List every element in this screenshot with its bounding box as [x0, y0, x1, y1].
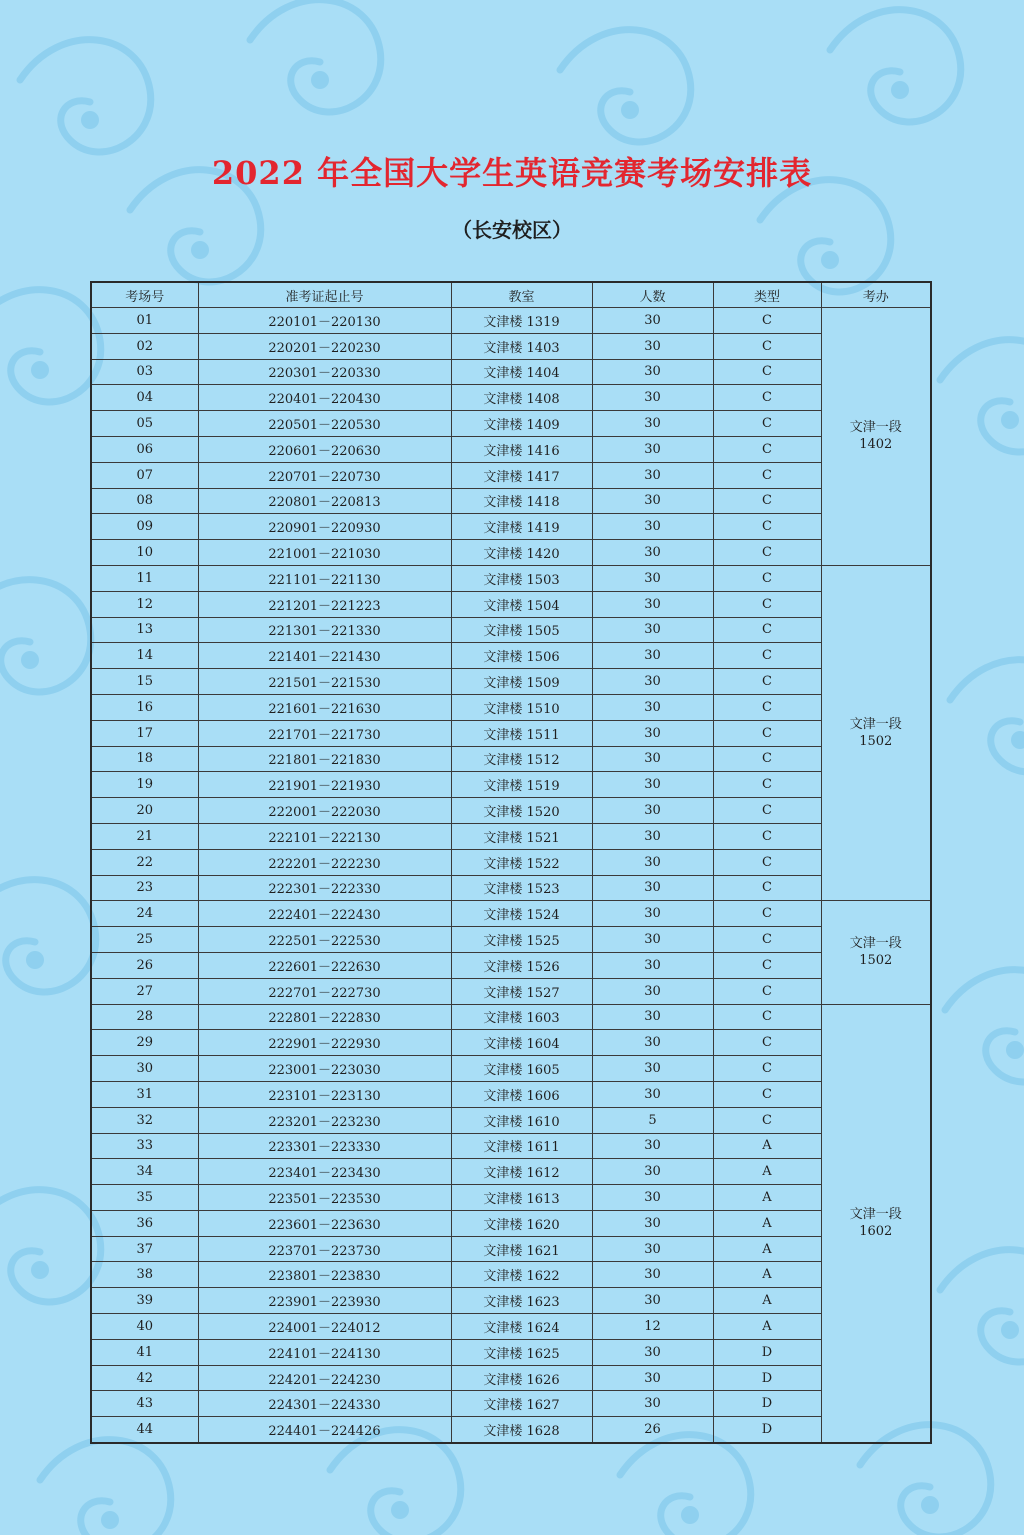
table-row — [91, 694, 931, 720]
header-type: 类型 — [713, 282, 821, 308]
classroom-cell: 文津楼 1510 — [451, 694, 592, 720]
page-title: 2022 年全国大学生英语竞赛考场安排表 — [211, 154, 813, 192]
classroom-cell: 文津楼 1404 — [451, 359, 592, 385]
type-cell: C — [713, 617, 821, 643]
type-cell: C — [713, 540, 821, 566]
table-row — [91, 1133, 931, 1159]
exam-schedule-table — [90, 281, 932, 1444]
count-cell: 30 — [592, 1236, 713, 1262]
classroom-cell: 文津楼 1419 — [451, 514, 592, 540]
type-cell: C — [713, 1030, 821, 1056]
office-room-label: 1502 — [859, 734, 893, 750]
count-cell: 30 — [592, 514, 713, 540]
type-cell: C — [713, 359, 821, 385]
ticket-range-cell: 223201－223230 — [198, 1107, 451, 1133]
ticket-range-cell: 221201－221223 — [198, 591, 451, 617]
ticket-range-cell: 222501－222530 — [198, 927, 451, 953]
count-cell: 30 — [592, 333, 713, 359]
type-cell: C — [713, 308, 821, 334]
table-row — [91, 952, 931, 978]
table-row — [91, 411, 931, 437]
room-no-cell: 16 — [91, 694, 198, 720]
count-cell: 30 — [592, 823, 713, 849]
ticket-range-cell: 223901－223930 — [198, 1288, 451, 1314]
ticket-range-cell: 222601－222630 — [198, 952, 451, 978]
table-body — [91, 308, 931, 1444]
header-room-no: 考场号 — [91, 282, 198, 308]
classroom-cell: 文津楼 1511 — [451, 720, 592, 746]
table-row — [91, 1236, 931, 1262]
table-row — [91, 772, 931, 798]
type-cell: C — [713, 462, 821, 488]
type-cell: A — [713, 1210, 821, 1236]
ticket-range-cell: 221001－221030 — [198, 540, 451, 566]
campus-subtitle: （长安校区） — [452, 218, 572, 242]
ticket-range-cell: 224001－224012 — [198, 1314, 451, 1340]
classroom-cell: 文津楼 1521 — [451, 823, 592, 849]
count-cell: 30 — [592, 1288, 713, 1314]
room-no-cell: 39 — [91, 1288, 198, 1314]
ticket-range-cell: 224301－224330 — [198, 1391, 451, 1417]
count-cell: 12 — [592, 1314, 713, 1340]
room-no-cell: 02 — [91, 333, 198, 359]
type-cell: C — [713, 823, 821, 849]
exam-office-cell — [821, 565, 931, 900]
type-cell: C — [713, 1004, 821, 1030]
room-no-cell: 06 — [91, 436, 198, 462]
count-cell: 30 — [592, 978, 713, 1004]
header-classroom: 教室 — [451, 282, 592, 308]
room-no-cell: 32 — [91, 1107, 198, 1133]
room-no-cell: 26 — [91, 952, 198, 978]
table-row — [91, 1185, 931, 1211]
table-row — [91, 978, 931, 1004]
type-cell: C — [713, 772, 821, 798]
count-cell: 30 — [592, 927, 713, 953]
type-cell: C — [713, 798, 821, 824]
room-no-cell: 33 — [91, 1133, 198, 1159]
classroom-cell: 文津楼 1606 — [451, 1081, 592, 1107]
count-cell: 30 — [592, 617, 713, 643]
table-row — [91, 746, 931, 772]
room-no-cell: 20 — [91, 798, 198, 824]
ticket-range-cell: 222701－222730 — [198, 978, 451, 1004]
type-cell: C — [713, 643, 821, 669]
count-cell: 30 — [592, 1081, 713, 1107]
classroom-cell: 文津楼 1622 — [451, 1262, 592, 1288]
exam-office-cell — [821, 1004, 931, 1443]
classroom-cell: 文津楼 1611 — [451, 1133, 592, 1159]
table-row — [91, 849, 931, 875]
table-row — [91, 308, 931, 334]
count-cell: 30 — [592, 849, 713, 875]
count-cell: 30 — [592, 385, 713, 411]
room-no-cell: 40 — [91, 1314, 198, 1340]
classroom-cell: 文津楼 1403 — [451, 333, 592, 359]
classroom-cell: 文津楼 1603 — [451, 1004, 592, 1030]
ticket-range-cell: 223001－223030 — [198, 1056, 451, 1082]
room-no-cell: 34 — [91, 1159, 198, 1185]
ticket-range-cell: 223801－223830 — [198, 1262, 451, 1288]
count-cell: 30 — [592, 746, 713, 772]
type-cell: C — [713, 591, 821, 617]
table-row — [91, 823, 931, 849]
type-cell: C — [713, 411, 821, 437]
table-row — [91, 1030, 931, 1056]
type-cell: C — [713, 385, 821, 411]
type-cell: C — [713, 901, 821, 927]
ticket-range-cell: 220201－220230 — [198, 333, 451, 359]
type-cell: C — [713, 565, 821, 591]
room-no-cell: 03 — [91, 359, 198, 385]
type-cell: C — [713, 978, 821, 1004]
count-cell: 30 — [592, 1391, 713, 1417]
header-ticket-range: 准考证起止号 — [198, 282, 451, 308]
table-row — [91, 643, 931, 669]
ticket-range-cell: 223701－223730 — [198, 1236, 451, 1262]
table-row — [91, 1417, 931, 1443]
classroom-cell: 文津楼 1504 — [451, 591, 592, 617]
office-building-label: 文津一段 — [849, 936, 902, 952]
count-cell: 30 — [592, 901, 713, 927]
classroom-cell: 文津楼 1416 — [451, 436, 592, 462]
room-no-cell: 08 — [91, 488, 198, 514]
type-cell: C — [713, 514, 821, 540]
room-no-cell: 09 — [91, 514, 198, 540]
table-row — [91, 462, 931, 488]
classroom-cell: 文津楼 1519 — [451, 772, 592, 798]
table-row — [91, 617, 931, 643]
count-cell: 30 — [592, 462, 713, 488]
room-no-cell: 23 — [91, 875, 198, 901]
room-no-cell: 37 — [91, 1236, 198, 1262]
count-cell: 30 — [592, 720, 713, 746]
classroom-cell: 文津楼 1420 — [451, 540, 592, 566]
count-cell: 30 — [592, 1365, 713, 1391]
classroom-cell: 文津楼 1522 — [451, 849, 592, 875]
type-cell: C — [713, 1081, 821, 1107]
table-row — [91, 927, 931, 953]
type-cell: C — [713, 927, 821, 953]
ticket-range-cell: 223501－223530 — [198, 1185, 451, 1211]
exam-office-cell — [821, 308, 931, 566]
table-row — [91, 1210, 931, 1236]
room-no-cell: 31 — [91, 1081, 198, 1107]
table-row — [91, 436, 931, 462]
classroom-cell: 文津楼 1625 — [451, 1339, 592, 1365]
count-cell: 5 — [592, 1107, 713, 1133]
office-room-label: 1402 — [859, 437, 893, 453]
ticket-range-cell: 223401－223430 — [198, 1159, 451, 1185]
type-cell: C — [713, 333, 821, 359]
table-row — [91, 565, 931, 591]
count-cell: 30 — [592, 669, 713, 695]
office-building-label: 文津一段 — [849, 420, 902, 436]
type-cell: A — [713, 1314, 821, 1340]
room-no-cell: 10 — [91, 540, 198, 566]
ticket-range-cell: 221101－221130 — [198, 565, 451, 591]
classroom-cell: 文津楼 1319 — [451, 308, 592, 334]
ticket-range-cell: 221501－221530 — [198, 669, 451, 695]
count-cell: 30 — [592, 798, 713, 824]
table-row — [91, 514, 931, 540]
table-row — [91, 385, 931, 411]
room-no-cell: 41 — [91, 1339, 198, 1365]
ticket-range-cell: 222201－222230 — [198, 849, 451, 875]
table-row — [91, 1391, 931, 1417]
room-no-cell: 19 — [91, 772, 198, 798]
count-cell: 30 — [592, 875, 713, 901]
classroom-cell: 文津楼 1525 — [451, 927, 592, 953]
room-no-cell: 21 — [91, 823, 198, 849]
table-row — [91, 1004, 931, 1030]
classroom-cell: 文津楼 1408 — [451, 385, 592, 411]
table-row — [91, 798, 931, 824]
count-cell: 30 — [592, 694, 713, 720]
office-room-label: 1502 — [859, 953, 893, 969]
type-cell: D — [713, 1417, 821, 1443]
table-row — [91, 1314, 931, 1340]
table-row — [91, 333, 931, 359]
room-no-cell: 24 — [91, 901, 198, 927]
classroom-cell: 文津楼 1624 — [451, 1314, 592, 1340]
ticket-range-cell: 224201－224230 — [198, 1365, 451, 1391]
room-no-cell: 42 — [91, 1365, 198, 1391]
ticket-range-cell: 222401－222430 — [198, 901, 451, 927]
room-no-cell: 04 — [91, 385, 198, 411]
header-count: 人数 — [592, 282, 713, 308]
table-row — [91, 1262, 931, 1288]
table-row — [91, 720, 931, 746]
count-cell: 30 — [592, 1159, 713, 1185]
ticket-range-cell: 224401－224426 — [198, 1417, 451, 1443]
room-no-cell: 07 — [91, 462, 198, 488]
classroom-cell: 文津楼 1527 — [451, 978, 592, 1004]
classroom-cell: 文津楼 1605 — [451, 1056, 592, 1082]
table-row — [91, 901, 931, 927]
type-cell: C — [713, 436, 821, 462]
ticket-range-cell: 221601－221630 — [198, 694, 451, 720]
ticket-range-cell: 220701－220730 — [198, 462, 451, 488]
type-cell: C — [713, 1056, 821, 1082]
count-cell: 30 — [592, 308, 713, 334]
room-no-cell: 17 — [91, 720, 198, 746]
ticket-range-cell: 222301－222330 — [198, 875, 451, 901]
type-cell: C — [713, 1107, 821, 1133]
table-row — [91, 359, 931, 385]
ticket-range-cell: 223101－223130 — [198, 1081, 451, 1107]
classroom-cell: 文津楼 1520 — [451, 798, 592, 824]
classroom-cell: 文津楼 1524 — [451, 901, 592, 927]
table-row — [91, 1365, 931, 1391]
classroom-cell: 文津楼 1418 — [451, 488, 592, 514]
office-room-label: 1602 — [859, 1224, 893, 1240]
ticket-range-cell: 221301－221330 — [198, 617, 451, 643]
count-cell: 30 — [592, 1030, 713, 1056]
count-cell: 30 — [592, 411, 713, 437]
ticket-range-cell: 220901－220930 — [198, 514, 451, 540]
classroom-cell: 文津楼 1506 — [451, 643, 592, 669]
count-cell: 30 — [592, 565, 713, 591]
room-no-cell: 25 — [91, 927, 198, 953]
exam-office-cell — [821, 901, 931, 1004]
classroom-cell: 文津楼 1613 — [451, 1185, 592, 1211]
room-no-cell: 29 — [91, 1030, 198, 1056]
type-cell: C — [713, 488, 821, 514]
ticket-range-cell: 223601－223630 — [198, 1210, 451, 1236]
room-no-cell: 01 — [91, 308, 198, 334]
classroom-cell: 文津楼 1626 — [451, 1365, 592, 1391]
table-row — [91, 1159, 931, 1185]
classroom-cell: 文津楼 1505 — [451, 617, 592, 643]
ticket-range-cell: 220301－220330 — [198, 359, 451, 385]
classroom-cell: 文津楼 1526 — [451, 952, 592, 978]
count-cell: 30 — [592, 952, 713, 978]
table-row — [91, 1081, 931, 1107]
ticket-range-cell: 222901－222930 — [198, 1030, 451, 1056]
count-cell: 30 — [592, 1339, 713, 1365]
type-cell: C — [713, 849, 821, 875]
room-no-cell: 38 — [91, 1262, 198, 1288]
room-no-cell: 13 — [91, 617, 198, 643]
table-row — [91, 669, 931, 695]
classroom-cell: 文津楼 1621 — [451, 1236, 592, 1262]
type-cell: A — [713, 1288, 821, 1314]
type-cell: A — [713, 1133, 821, 1159]
count-cell: 30 — [592, 1004, 713, 1030]
type-cell: C — [713, 952, 821, 978]
type-cell: D — [713, 1365, 821, 1391]
room-no-cell: 05 — [91, 411, 198, 437]
count-cell: 30 — [592, 436, 713, 462]
table-row — [91, 1339, 931, 1365]
room-no-cell: 30 — [91, 1056, 198, 1082]
count-cell: 30 — [592, 488, 713, 514]
type-cell: D — [713, 1391, 821, 1417]
room-no-cell: 27 — [91, 978, 198, 1004]
type-cell: C — [713, 875, 821, 901]
count-cell: 30 — [592, 540, 713, 566]
type-cell: C — [713, 694, 821, 720]
classroom-cell: 文津楼 1509 — [451, 669, 592, 695]
type-cell: A — [713, 1262, 821, 1288]
room-no-cell: 22 — [91, 849, 198, 875]
count-cell: 26 — [592, 1417, 713, 1443]
room-no-cell: 35 — [91, 1185, 198, 1211]
table-row — [91, 875, 931, 901]
ticket-range-cell: 222101－222130 — [198, 823, 451, 849]
count-cell: 30 — [592, 1133, 713, 1159]
classroom-cell: 文津楼 1523 — [451, 875, 592, 901]
type-cell: C — [713, 720, 821, 746]
ticket-range-cell: 220801－220813 — [198, 488, 451, 514]
type-cell: A — [713, 1185, 821, 1211]
count-cell: 30 — [592, 591, 713, 617]
room-no-cell: 12 — [91, 591, 198, 617]
ticket-range-cell: 223301－223330 — [198, 1133, 451, 1159]
type-cell: D — [713, 1339, 821, 1365]
ticket-range-cell: 222001－222030 — [198, 798, 451, 824]
ticket-range-cell: 220601－220630 — [198, 436, 451, 462]
type-cell: C — [713, 746, 821, 772]
ticket-range-cell: 221901－221930 — [198, 772, 451, 798]
count-cell: 30 — [592, 1185, 713, 1211]
room-no-cell: 44 — [91, 1417, 198, 1443]
ticket-range-cell: 221701－221730 — [198, 720, 451, 746]
classroom-cell: 文津楼 1417 — [451, 462, 592, 488]
count-cell: 30 — [592, 359, 713, 385]
classroom-cell: 文津楼 1503 — [451, 565, 592, 591]
room-no-cell: 43 — [91, 1391, 198, 1417]
count-cell: 30 — [592, 1210, 713, 1236]
room-no-cell: 18 — [91, 746, 198, 772]
classroom-cell: 文津楼 1620 — [451, 1210, 592, 1236]
count-cell: 30 — [592, 1056, 713, 1082]
table-row — [91, 1056, 931, 1082]
ticket-range-cell: 221401－221430 — [198, 643, 451, 669]
header-office: 考办 — [821, 282, 931, 308]
count-cell: 30 — [592, 1262, 713, 1288]
classroom-cell: 文津楼 1409 — [451, 411, 592, 437]
room-no-cell: 15 — [91, 669, 198, 695]
ticket-range-cell: 220501－220530 — [198, 411, 451, 437]
table-row — [91, 1107, 931, 1133]
room-no-cell: 14 — [91, 643, 198, 669]
classroom-cell: 文津楼 1628 — [451, 1417, 592, 1443]
count-cell: 30 — [592, 643, 713, 669]
room-no-cell: 28 — [91, 1004, 198, 1030]
count-cell: 30 — [592, 772, 713, 798]
type-cell: A — [713, 1236, 821, 1262]
classroom-cell: 文津楼 1627 — [451, 1391, 592, 1417]
table-header-row — [91, 282, 931, 308]
ticket-range-cell: 222801－222830 — [198, 1004, 451, 1030]
type-cell: A — [713, 1159, 821, 1185]
classroom-cell: 文津楼 1604 — [451, 1030, 592, 1056]
ticket-range-cell: 221801－221830 — [198, 746, 451, 772]
type-cell: C — [713, 669, 821, 695]
table-row — [91, 591, 931, 617]
ticket-range-cell: 220401－220430 — [198, 385, 451, 411]
office-building-label: 文津一段 — [849, 1207, 902, 1223]
table-row — [91, 1288, 931, 1314]
table-row — [91, 488, 931, 514]
office-building-label: 文津一段 — [849, 717, 902, 733]
classroom-cell: 文津楼 1612 — [451, 1159, 592, 1185]
classroom-cell: 文津楼 1610 — [451, 1107, 592, 1133]
room-no-cell: 11 — [91, 565, 198, 591]
classroom-cell: 文津楼 1512 — [451, 746, 592, 772]
ticket-range-cell: 224101－224130 — [198, 1339, 451, 1365]
ticket-range-cell: 220101－220130 — [198, 308, 451, 334]
classroom-cell: 文津楼 1623 — [451, 1288, 592, 1314]
table-row — [91, 540, 931, 566]
room-no-cell: 36 — [91, 1210, 198, 1236]
